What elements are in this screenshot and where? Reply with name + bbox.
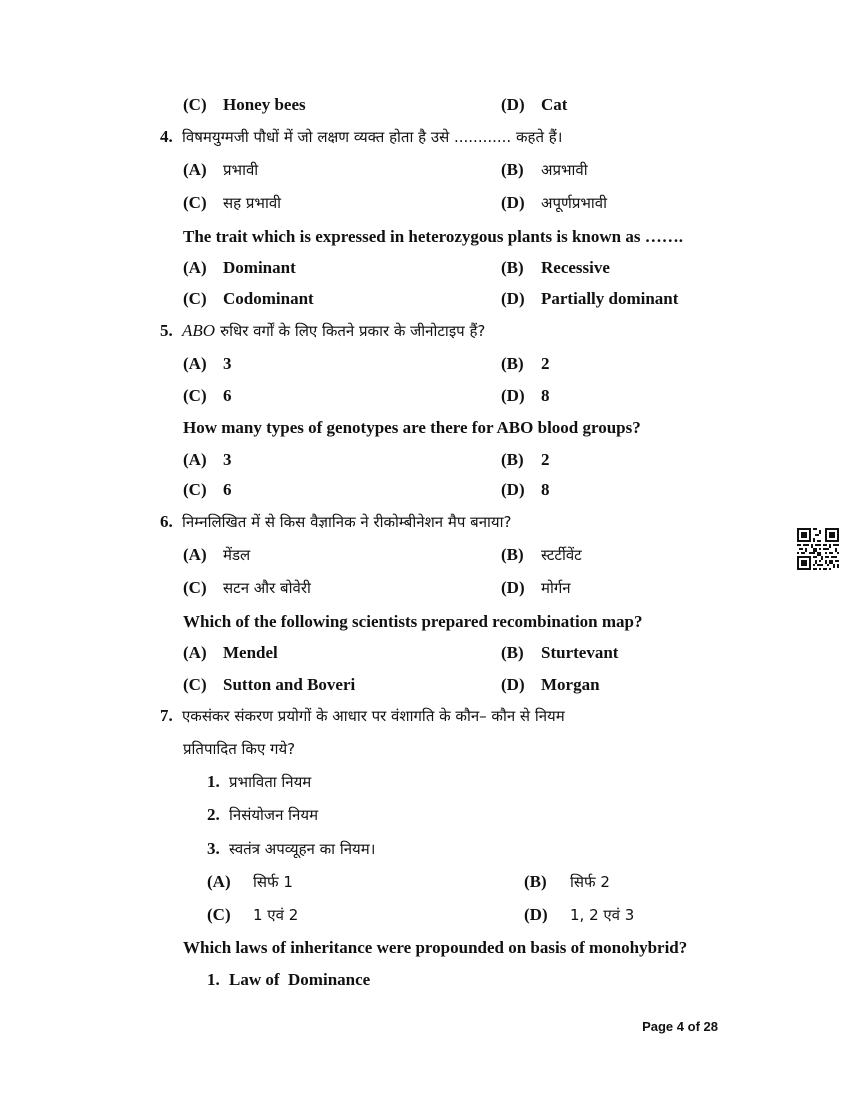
option-label: (B) [501, 643, 524, 662]
q7-hindi-item-3 [207, 839, 375, 859]
option-label: (D) [501, 386, 525, 405]
q4-hi-option-c [183, 193, 281, 213]
option-label: (D) [501, 675, 525, 694]
option-label: (A) [207, 872, 231, 891]
option-text: सिर्फ 1 [253, 873, 293, 891]
option-label: (A) [183, 545, 207, 564]
q5-en-option-c [183, 480, 232, 500]
option-label: (B) [501, 450, 524, 469]
option-label: (C) [183, 289, 207, 308]
option-text: 6 [223, 480, 232, 499]
option-text: स्टर्टीवेंट [541, 546, 582, 564]
option-text: मेंडल [223, 546, 251, 564]
option-label: (B) [501, 545, 524, 564]
option-label: (D) [501, 480, 525, 499]
option-text: 8 [541, 480, 550, 499]
option-text: Sturtevant [541, 643, 619, 662]
item-text: प्रभाविता नियम [229, 773, 312, 791]
option-label: (B) [524, 872, 547, 891]
abo-term: ABO [182, 321, 216, 340]
q7-hi-option-b [524, 872, 610, 892]
q5-hi-option-c [183, 386, 232, 406]
q7-english-question: Which laws of inheritance were propounded on basis of monohybrid? [183, 938, 688, 957]
option-label: (D) [524, 905, 548, 924]
option-text: Morgan [541, 675, 600, 694]
q5-hi-option-a [183, 354, 232, 374]
option-text: 8 [541, 386, 550, 405]
question-number: 7. [160, 706, 173, 725]
option-text: Partially dominant [541, 289, 679, 308]
q5-hi-option-b [501, 354, 550, 374]
option-text: मोर्गन [541, 579, 571, 597]
q3-option-d [501, 95, 567, 115]
q7-hindi-item-2 [207, 805, 318, 825]
q4-en-option-c [183, 289, 314, 309]
question-number: 6. [160, 512, 173, 531]
page-footer [642, 1019, 718, 1034]
q5-en-option-a [183, 450, 232, 470]
q6-hi-option-a [183, 545, 250, 565]
q7-hindi-question-line2: प्रतिपादित किए गये? [183, 740, 296, 758]
option-text: Recessive [541, 258, 610, 277]
q4-english-question: The trait which is expressed in heterozygous plants is known as ……. [183, 227, 683, 246]
q4-en-option-d [501, 289, 678, 309]
q5-en-option-b [501, 450, 550, 470]
question-text: एकसंकर संकरण प्रयोगों के आधार पर वंशागति के कौन– कौन से नियम [182, 707, 565, 725]
option-label: (D) [501, 578, 525, 597]
option-label: (C) [183, 675, 207, 694]
q4-en-option-a [183, 258, 296, 278]
option-text: 6 [223, 386, 232, 405]
option-label: (C) [183, 480, 207, 499]
q6-hindi-question [160, 512, 511, 532]
option-text: Cat [541, 95, 568, 114]
option-text: Mendel [223, 643, 278, 662]
item-number: 3. [207, 839, 220, 858]
option-text: Codominant [223, 289, 314, 308]
page-total: 28 [703, 1019, 718, 1034]
q7-hindi-question-line1 [160, 706, 565, 726]
question-text: विषमयुग्मजी पौधों में जो लक्षण व्यक्त होता है उसे ............ कहते हैं। [182, 128, 563, 146]
of-word: of [687, 1019, 700, 1034]
q7-hi-option-d [524, 905, 634, 925]
option-text: Honey bees [223, 95, 306, 114]
q6-english-question: Which of the following scientists prepared recombination map? [183, 612, 643, 631]
option-label: (D) [501, 193, 525, 212]
option-text: सिर्फ 2 [570, 873, 610, 891]
option-label: (B) [501, 258, 524, 277]
q3-option-c [183, 95, 306, 115]
q4-hi-option-a [183, 160, 258, 180]
q6-en-option-c [183, 675, 355, 695]
option-text: 2 [541, 354, 550, 373]
question-text: रुधिर वर्गों के लिए कितने प्रकार के जीनोटाइप हैं? [220, 322, 486, 340]
option-text: अपूर्णप्रभावी [541, 194, 608, 212]
option-label: (A) [183, 643, 207, 662]
option-text: 3 [223, 354, 232, 373]
option-label: (C) [183, 95, 207, 114]
option-label: (C) [183, 193, 207, 212]
item-number: 1. [207, 772, 220, 791]
option-label: (C) [207, 905, 231, 924]
option-label: (D) [501, 95, 525, 114]
page-number: 4 [676, 1019, 684, 1034]
item-number: 2. [207, 805, 220, 824]
qr-code-icon [797, 528, 839, 570]
q7-english-item-1 [207, 970, 370, 990]
option-label: (C) [183, 578, 207, 597]
option-text: Sutton and Boveri [223, 675, 356, 694]
q7-hi-option-a [207, 872, 293, 892]
q7-hindi-item-1 [207, 772, 311, 792]
option-label: (B) [501, 354, 524, 373]
q6-hi-option-c [183, 578, 311, 598]
option-text: 2 [541, 450, 550, 469]
option-label: (D) [501, 289, 525, 308]
option-text: अप्रभावी [541, 161, 588, 179]
option-label: (A) [183, 354, 207, 373]
q6-hi-option-b [501, 545, 582, 565]
q5-hindi-question [160, 321, 485, 341]
q6-en-option-a [183, 643, 278, 663]
q5-hi-option-d [501, 386, 550, 406]
option-label: (A) [183, 258, 207, 277]
option-text: सह प्रभावी [223, 194, 282, 212]
q5-english-question: How many types of genotypes are there for ABO blood groups? [183, 418, 641, 437]
q6-en-option-b [501, 643, 618, 663]
q5-en-option-d [501, 480, 550, 500]
item-text: Law of Dominance [229, 970, 371, 989]
q4-hi-option-b [501, 160, 588, 180]
option-text: Dominant [223, 258, 296, 277]
item-text: निसंयोजन नियम [229, 806, 319, 824]
question-text: निम्नलिखित में से किस वैज्ञानिक ने रीकोम्बीनेशन मैप बनाया? [182, 513, 512, 531]
option-label: (A) [183, 450, 207, 469]
q4-hi-option-d [501, 193, 607, 213]
question-number: 5. [160, 321, 173, 340]
option-label: (C) [183, 386, 207, 405]
q7-hi-option-c [207, 905, 298, 925]
item-number: 1. [207, 970, 220, 989]
question-number: 4. [160, 127, 173, 146]
option-label: (A) [183, 160, 207, 179]
option-text: 1, 2 एवं 3 [570, 906, 635, 924]
option-text: 3 [223, 450, 232, 469]
item-text: स्वतंत्र अपव्यूहन का नियम। [229, 840, 376, 858]
q6-en-option-d [501, 675, 600, 695]
q4-en-option-b [501, 258, 610, 278]
q6-hi-option-d [501, 578, 571, 598]
q4-hindi-question [160, 127, 562, 147]
option-text: सटन और बोवेरी [223, 579, 311, 597]
page-word: Page [642, 1019, 674, 1034]
option-text: 1 एवं 2 [253, 906, 299, 924]
option-label: (B) [501, 160, 524, 179]
option-text: प्रभावी [223, 161, 259, 179]
